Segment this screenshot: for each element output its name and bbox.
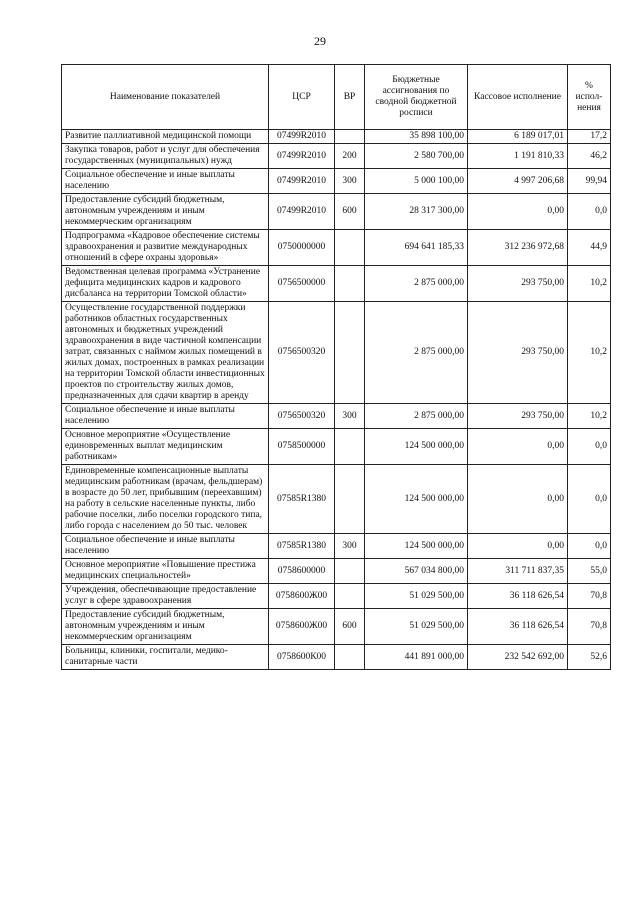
row-percent-cell: 52,6 <box>568 645 611 670</box>
row-csr-cell: 07499R2010 <box>269 169 335 194</box>
row-budget-cell: 51 029 500,00 <box>365 584 468 609</box>
row-execution-cell: 312 236 972,68 <box>468 230 568 266</box>
row-name-cell: Учреждения, обеспечивающие предоставление услуг в сфере здравоохранения <box>62 584 269 609</box>
table-row <box>62 230 611 266</box>
row-percent-cell: 0,0 <box>568 465 611 534</box>
table-row <box>62 645 611 670</box>
row-vr-cell <box>335 266 365 302</box>
row-vr-cell: 300 <box>335 169 365 194</box>
table-row <box>62 266 611 302</box>
row-csr-cell: 0756500320 <box>269 302 335 404</box>
column-header-percent: % испол-нения <box>568 65 611 130</box>
row-csr-cell: 0750000000 <box>269 230 335 266</box>
table-row <box>62 465 611 534</box>
row-percent-cell: 10,2 <box>568 404 611 429</box>
page-number: 29 <box>314 34 326 48</box>
row-vr-cell <box>335 645 365 670</box>
column-header-name: Наименование показателей <box>62 65 269 130</box>
row-csr-cell: 07585R1380 <box>269 465 335 534</box>
table-row <box>62 194 611 230</box>
row-budget-cell: 35 898 100,00 <box>365 130 468 144</box>
row-csr-cell: 07499R2010 <box>269 130 335 144</box>
row-csr-cell: 07585R1380 <box>269 534 335 559</box>
row-name-cell: Предоставление субсидий бюджетным, автономным учреждениям и иным некоммерческим организациям <box>62 194 269 230</box>
row-budget-cell: 567 034 800,00 <box>365 559 468 584</box>
column-header-execution: Кассовое исполнение <box>468 65 568 130</box>
column-header-vr: ВР <box>335 65 365 130</box>
row-csr-cell: 07499R2010 <box>269 194 335 230</box>
row-csr-cell: 0756500000 <box>269 266 335 302</box>
row-execution-cell: 232 542 692,00 <box>468 645 568 670</box>
row-percent-cell: 10,2 <box>568 302 611 404</box>
row-name-cell: Основное мероприятие «Повышение престижа медицинских специальностей» <box>62 559 269 584</box>
budget-table <box>61 64 611 670</box>
table-row <box>62 609 611 645</box>
row-name-cell: Закупка товаров, работ и услуг для обеспечения государственных (муниципальных) нужд <box>62 144 269 169</box>
row-vr-cell <box>335 230 365 266</box>
row-percent-cell: 70,8 <box>568 609 611 645</box>
row-percent-cell: 0,0 <box>568 194 611 230</box>
row-percent-cell: 99,94 <box>568 169 611 194</box>
table-row <box>62 404 611 429</box>
table-header-row <box>62 65 611 130</box>
row-budget-cell: 2 875 000,00 <box>365 404 468 429</box>
row-percent-cell: 0,0 <box>568 429 611 465</box>
row-vr-cell <box>335 584 365 609</box>
row-budget-cell: 2 580 700,00 <box>365 144 468 169</box>
row-name-cell: Социальное обеспечение и иные выплаты населению <box>62 404 269 429</box>
table-row <box>62 429 611 465</box>
row-name-cell: Социальное обеспечение и иные выплаты населению <box>62 534 269 559</box>
row-budget-cell: 124 500 000,00 <box>365 465 468 534</box>
row-percent-cell: 70,8 <box>568 584 611 609</box>
row-execution-cell: 0,00 <box>468 194 568 230</box>
row-vr-cell: 600 <box>335 609 365 645</box>
row-vr-cell <box>335 130 365 144</box>
row-name-cell: Осуществление государственной поддержки работников областных государственных автономных и бюджетных учреждений здравоохранения в виде частичной компенсации затрат, связанных с наймом жилых помещений в жилых домах, построенных в рамках реализации на территории Томской области инвестиционных проектов по строительству жилых домов, предназначенных для сдачи квартир в аренду <box>62 302 269 404</box>
table-row <box>62 144 611 169</box>
table-row <box>62 130 611 144</box>
row-budget-cell: 2 875 000,00 <box>365 302 468 404</box>
row-percent-cell: 10,2 <box>568 266 611 302</box>
row-percent-cell: 44,9 <box>568 230 611 266</box>
row-vr-cell <box>335 465 365 534</box>
row-vr-cell: 300 <box>335 534 365 559</box>
table-row <box>62 584 611 609</box>
row-execution-cell: 293 750,00 <box>468 404 568 429</box>
row-csr-cell: 0758600Ж00 <box>269 584 335 609</box>
row-csr-cell: 0758600Ж00 <box>269 609 335 645</box>
row-name-cell: Развитие паллиативной медицинской помощи <box>62 130 269 144</box>
row-name-cell: Единовременные компенсационные выплаты медицинским работникам (врачам, фельдшерам) в возрасте до 50 лет, прибывшим (переехавшим) на работу в сельские населенные пункты, либо рабочие поселки, либо поселки городского типа, либо города с населением до 50 тыс. человек <box>62 465 269 534</box>
row-csr-cell: 0758600К00 <box>269 645 335 670</box>
row-csr-cell: 07499R2010 <box>269 144 335 169</box>
row-vr-cell: 200 <box>335 144 365 169</box>
row-budget-cell: 694 641 185,33 <box>365 230 468 266</box>
row-budget-cell: 28 317 300,00 <box>365 194 468 230</box>
row-execution-cell: 293 750,00 <box>468 266 568 302</box>
row-name-cell: Ведомственная целевая программа «Устранение дефицита медицинских кадров и кадрового дисбаланса на территории Томской области» <box>62 266 269 302</box>
table-row <box>62 302 611 404</box>
row-name-cell: Предоставление субсидий бюджетным, автономным учреждениям и иным некоммерческим организациям <box>62 609 269 645</box>
row-execution-cell: 1 191 810,33 <box>468 144 568 169</box>
row-budget-cell: 51 029 500,00 <box>365 609 468 645</box>
row-csr-cell: 0758500000 <box>269 429 335 465</box>
row-vr-cell: 600 <box>335 194 365 230</box>
row-vr-cell <box>335 559 365 584</box>
row-execution-cell: 293 750,00 <box>468 302 568 404</box>
row-percent-cell: 17,2 <box>568 130 611 144</box>
row-budget-cell: 5 000 100,00 <box>365 169 468 194</box>
row-vr-cell <box>335 429 365 465</box>
row-budget-cell: 124 500 000,00 <box>365 534 468 559</box>
row-percent-cell: 46,2 <box>568 144 611 169</box>
row-percent-cell: 0,0 <box>568 534 611 559</box>
row-vr-cell <box>335 302 365 404</box>
row-name-cell: Подпрограмма «Кадровое обеспечение системы здравоохранения и развитие международных отношений в сфере охраны здоровья» <box>62 230 269 266</box>
row-csr-cell: 0756500320 <box>269 404 335 429</box>
table-row <box>62 559 611 584</box>
table-row <box>62 534 611 559</box>
row-vr-cell: 300 <box>335 404 365 429</box>
row-execution-cell: 0,00 <box>468 465 568 534</box>
row-execution-cell: 6 189 017,01 <box>468 130 568 144</box>
column-header-budget: Бюджетные ассигнования по сводной бюджетной росписи <box>365 65 468 130</box>
row-csr-cell: 0758600000 <box>269 559 335 584</box>
row-budget-cell: 441 891 000,00 <box>365 645 468 670</box>
row-name-cell: Основное мероприятие «Осуществление единовременных выплат медицинским работникам» <box>62 429 269 465</box>
row-name-cell: Социальное обеспечение и иные выплаты населению <box>62 169 269 194</box>
row-budget-cell: 2 875 000,00 <box>365 266 468 302</box>
row-execution-cell: 36 118 626,54 <box>468 609 568 645</box>
row-execution-cell: 0,00 <box>468 429 568 465</box>
row-execution-cell: 311 711 837,35 <box>468 559 568 584</box>
row-budget-cell: 124 500 000,00 <box>365 429 468 465</box>
row-execution-cell: 0,00 <box>468 534 568 559</box>
row-name-cell: Больницы, клиники, госпитали, медико-санитарные части <box>62 645 269 670</box>
table-row <box>62 169 611 194</box>
row-execution-cell: 36 118 626,54 <box>468 584 568 609</box>
column-header-csr: ЦСР <box>269 65 335 130</box>
row-execution-cell: 4 997 206,68 <box>468 169 568 194</box>
row-percent-cell: 55,0 <box>568 559 611 584</box>
